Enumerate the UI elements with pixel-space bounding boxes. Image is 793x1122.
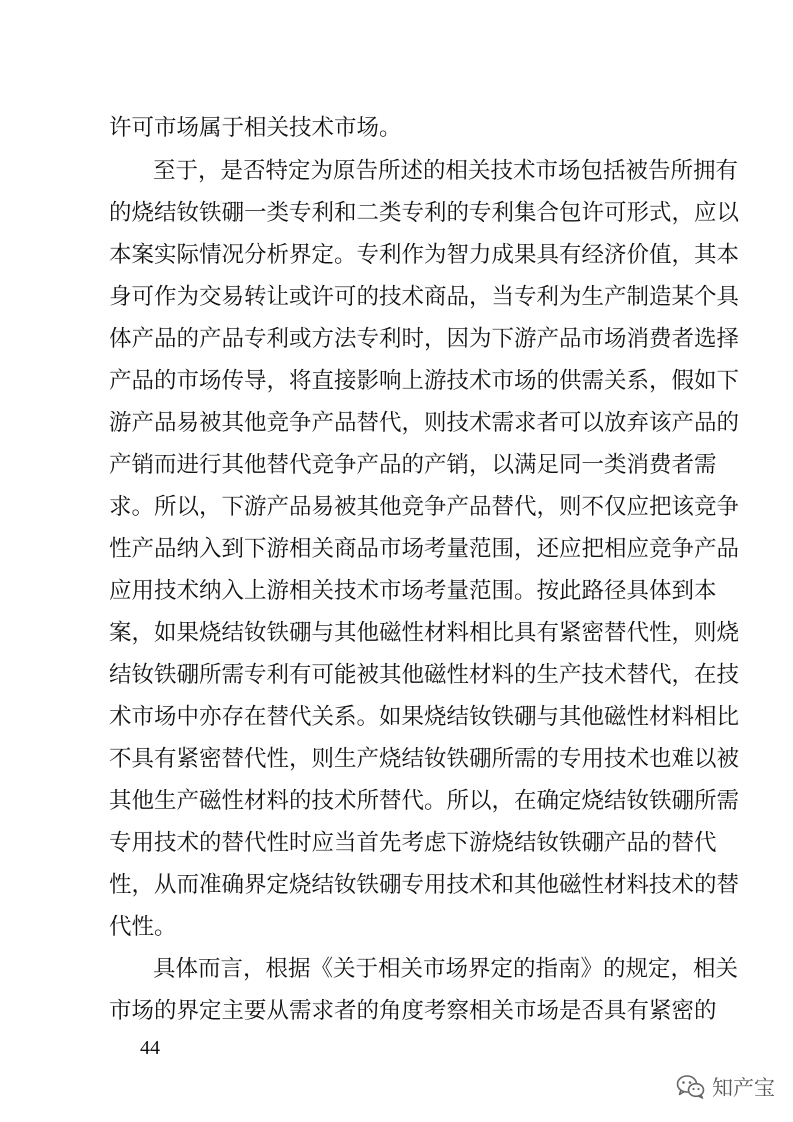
text-line: 不具有紧密替代性，则生产烧结钕铁硼所需的专用技术也难以被: [109, 746, 740, 772]
text-line: 本案实际情况分析界定。专利作为智力成果具有经济价值，其本: [109, 242, 740, 268]
text-line: 市场的界定主要从需求者的角度考察相关市场是否具有紧密的: [109, 998, 717, 1024]
text-line: 结钕铁硼所需专利有可能被其他磁性材料的生产技术替代，在技: [109, 662, 740, 688]
text-line: 的烧结钕铁硼一类专利和二类专利的专利集合包许可形式，应以: [109, 200, 740, 226]
page-number: 44: [140, 1037, 160, 1059]
text-line: 性，从而准确界定烧结钕铁硼专用技术和其他磁性材料技术的替: [109, 872, 740, 898]
text-line: 其他生产磁性材料的技术所替代。所以，在确定烧结钕铁硼所需: [109, 788, 740, 814]
text-line: 许可市场属于相关技术市场。: [109, 115, 402, 141]
text-line: 产品的市场传导，将直接影响上游技术市场的供需关系，假如下: [109, 368, 740, 394]
text-line: 性产品纳入到下游相关商品市场考量范围，还应把相应竞争产品: [109, 536, 740, 562]
text-line: 身可作为交易转让或许可的技术商品，当专利为生产制造某个具: [109, 284, 740, 310]
text-line: 游产品易被其他竞争产品替代，则技术需求者可以放弃该产品的: [109, 410, 740, 436]
text-line: 应用技术纳入上游相关技术市场考量范围。按此路径具体到本: [109, 578, 717, 604]
watermark: [676, 1072, 775, 1102]
text-line: 求。所以，下游产品易被其他竞争产品替代，则不仅应把该竞争: [109, 494, 740, 520]
text-line: 具体而言，根据《关于相关市场界定的指南》的规定，相关: [153, 956, 739, 982]
watermark-text: 知产宝: [712, 1076, 775, 1100]
text-line: 体产品的产品专利或方法专利时，因为下游产品市场消费者选择: [109, 326, 740, 352]
wechat-icon: [676, 1074, 706, 1100]
text-line: 专用技术的替代性时应当首先考虑下游烧结钕铁硼产品的替代: [109, 830, 717, 856]
text-line: 至于，是否特定为原告所述的相关技术市场包括被告所拥有: [153, 158, 739, 184]
text-line: 术市场中亦存在替代关系。如果烧结钕铁硼与其他磁性材料相比: [109, 704, 740, 730]
text-line: 案，如果烧结钕铁硼与其他磁性材料相比具有紧密替代性，则烧: [109, 620, 740, 646]
text-line: 产销而进行其他替代竞争产品的产销，以满足同一类消费者需: [109, 452, 717, 478]
text-line: 代性。: [109, 914, 177, 940]
